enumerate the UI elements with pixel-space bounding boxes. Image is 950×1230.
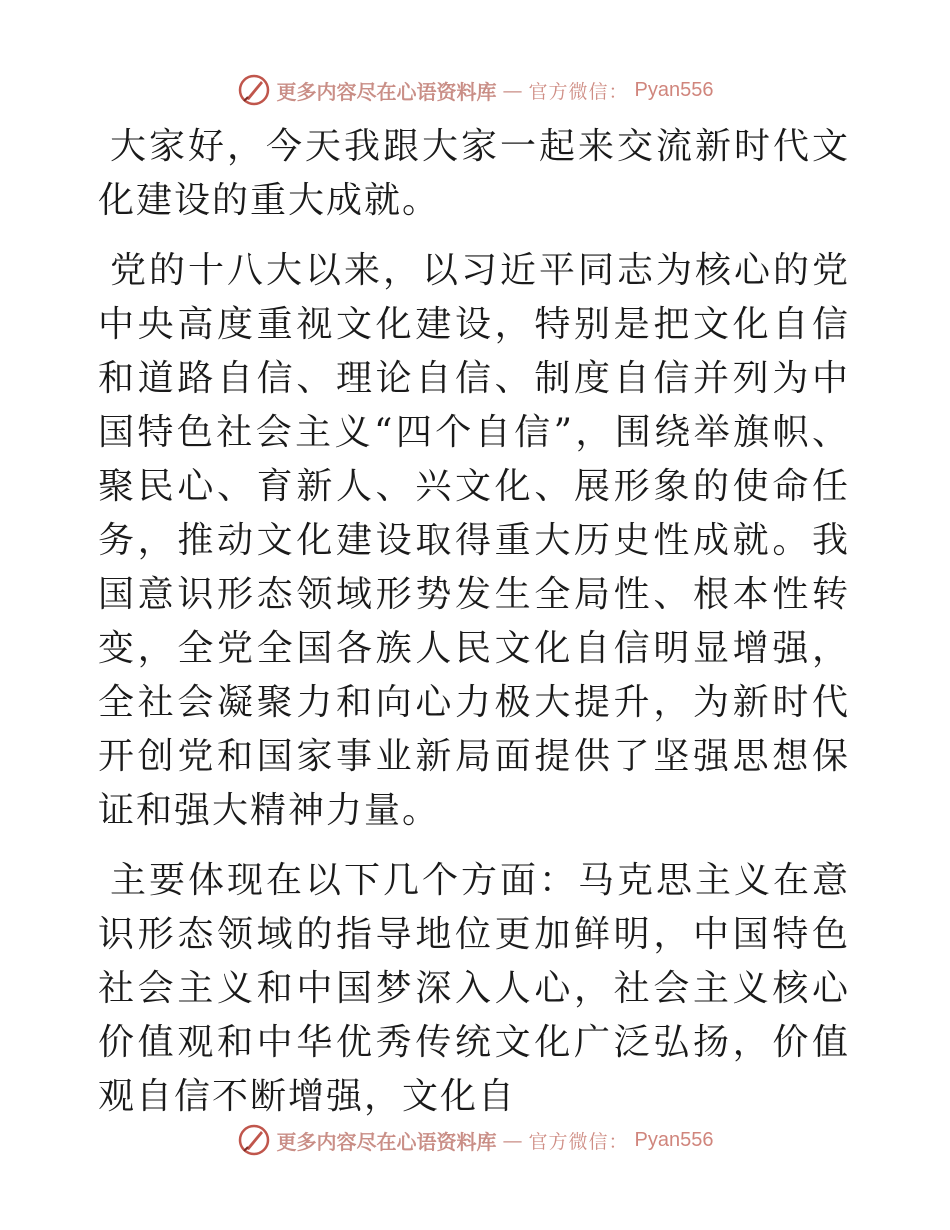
watermark-text: 更多内容尽在心语资料库 <box>276 79 497 104</box>
watermark-wechat-label: 官方微信： <box>528 80 629 103</box>
document-body <box>98 120 850 1140</box>
watermark-wechat-id: Pyan556 <box>634 1128 714 1151</box>
watermark-wechat-label: 官方微信： <box>528 1130 629 1153</box>
quill-logo-icon <box>237 1123 271 1157</box>
paragraph-greeting: 大家好，今天我跟大家一起来交流新时代文化建设的重大成就。 <box>98 126 850 221</box>
watermark-text: 更多内容尽在心语资料库 <box>276 1129 497 1154</box>
watermark-separator: — <box>502 1128 523 1152</box>
header-watermark <box>0 68 950 112</box>
watermark-wechat-id: Pyan556 <box>634 78 714 101</box>
quill-logo-icon <box>237 73 271 107</box>
footer-watermark <box>0 1118 950 1162</box>
watermark-separator: — <box>502 78 523 102</box>
paragraph-aspects: 主要体现在以下几个方面：马克思主义在意识形态领域的指导地位更加鲜明，中国特色社会主义和中国梦深入人心，社会主义核心价值观和中华优秀传统文化广泛弘扬，价值观自信不断增强，文化自 <box>98 860 850 1117</box>
paragraph-achievements: 党的十八大以来，以习近平同志为核心的党中央高度重视文化建设，特别是把文化自信和道路自信、理论自信、制度自信并列为中国特色社会主义“四个自信”，围绕举旗帜、聚民心、育新人、兴文化、展形象的使命任务，推动文化建设取得重大历史性成就。我国意识形态领域形势发生全局性、根本性转变，全党全国各族人民文化自信明显增强，全社会凝聚力和向心力极大提升，为新时代开创党和国家事业新局面提供了坚强思想保证和强大精神力量。 <box>98 250 850 831</box>
